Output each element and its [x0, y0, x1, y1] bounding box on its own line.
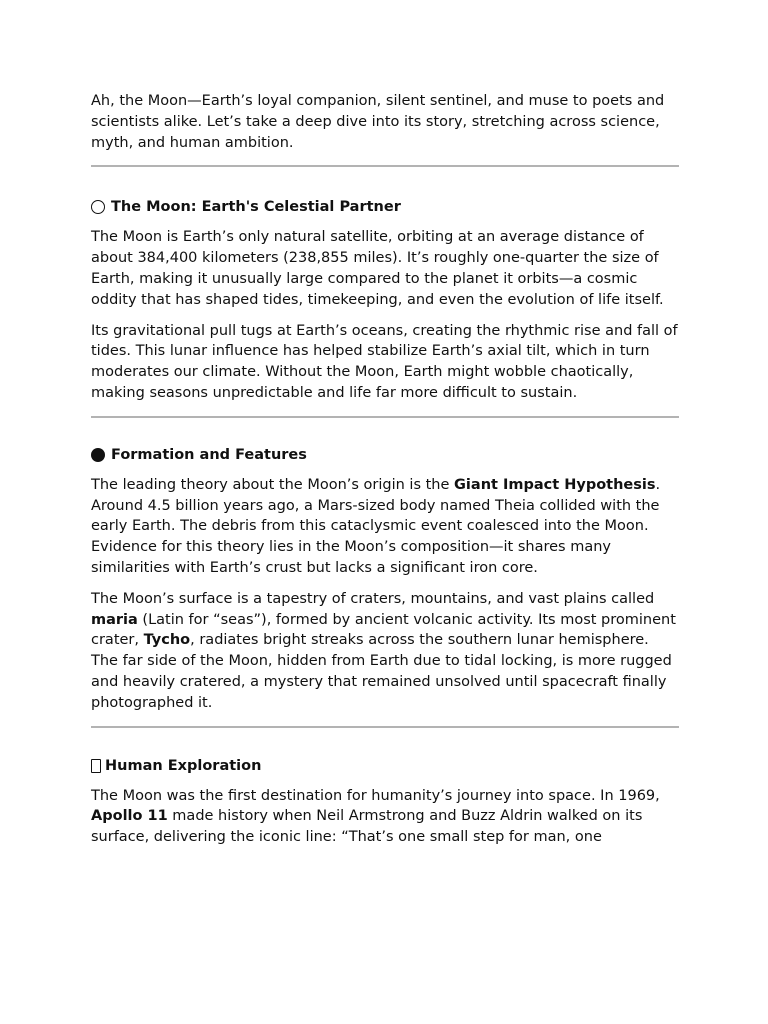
paragraph: The leading theory about the Moon’s origin is the Giant Impact Hypothesis. Around 4.5 billion years ago, a Mars-sized body named Theia collided with the early Earth. The debris from this cataclysmic event coalesced into the Moon. Evidence for this theory lies in the Moon’s composition—it shares many similarities with Earth’s crust but lacks a significant iron core. [91, 476, 661, 576]
paragraph: Its gravitational pull tugs at Earth’s oceans, creating the rhythmic rise and fall of tides. This lunar influence has helped stabilize Earth’s axial tilt, which in turn moderates our climate. Without the Moon, Earth might wobble chaotically, making seasons unpredictable and life far more difficult to sustain. [91, 322, 678, 401]
article [91, 91, 679, 848]
section-divider [91, 416, 679, 418]
bold-term: Apollo 11 [91, 808, 168, 825]
section-heading [91, 756, 679, 776]
paragraph: The Moon is Earth’s only natural satellite, orbiting at an average distance of about 384,400 kilometers (238,855 miles). It’s roughly one-quarter the size of Earth, making it unusually large compared to the planet it orbits—a cosmic oddity that has shaped tides, timekeeping, and even the evolution of life itself. [91, 229, 664, 308]
black-circle-icon [91, 448, 105, 462]
paragraph: The Moon was the first destination for humanity’s journey into space. In 1969, Apollo 11 made history when Neil Armstrong and Buzz Aldrin walked on its surface, delivering the iconic line: “That’s one small step for man, one [91, 787, 660, 846]
section-title: Human Exploration [105, 757, 262, 774]
section-title: Formation and Features [111, 446, 307, 463]
section-divider [91, 726, 679, 728]
section-formation-features [91, 445, 679, 714]
intro-paragraph: Ah, the Moon—Earth’s loyal companion, silent sentinel, and muse to poets and scientists alike. Let’s take a deep dive into its story, stretching across science, myth, and human ambition. [91, 93, 665, 151]
section-heading [91, 445, 679, 465]
bold-term: maria [91, 611, 138, 628]
paragraph: The Moon’s surface is a tapestry of craters, mountains, and vast plains called maria (Latin for “seas”), formed by ancient volcanic activity. Its most prominent crater, Tycho, radiates bright streaks across the southern lunar hemisphere. The far side of the Moon, hidden from Earth due to tidal locking, is more rugged and heavily cratered, a mystery that remained unsolved until spacecraft finally photographed it. [91, 590, 676, 711]
missing-glyph-icon [91, 759, 101, 773]
bold-term: Giant Impact Hypothesis [454, 476, 656, 493]
section-celestial-partner [91, 197, 679, 403]
section-heading [91, 197, 679, 217]
bold-term: Tycho [143, 632, 191, 649]
white-circle-icon [91, 200, 105, 214]
section-title: The Moon: Earth's Celestial Partner [111, 199, 401, 216]
section-divider [91, 165, 679, 167]
section-human-exploration [91, 756, 679, 848]
